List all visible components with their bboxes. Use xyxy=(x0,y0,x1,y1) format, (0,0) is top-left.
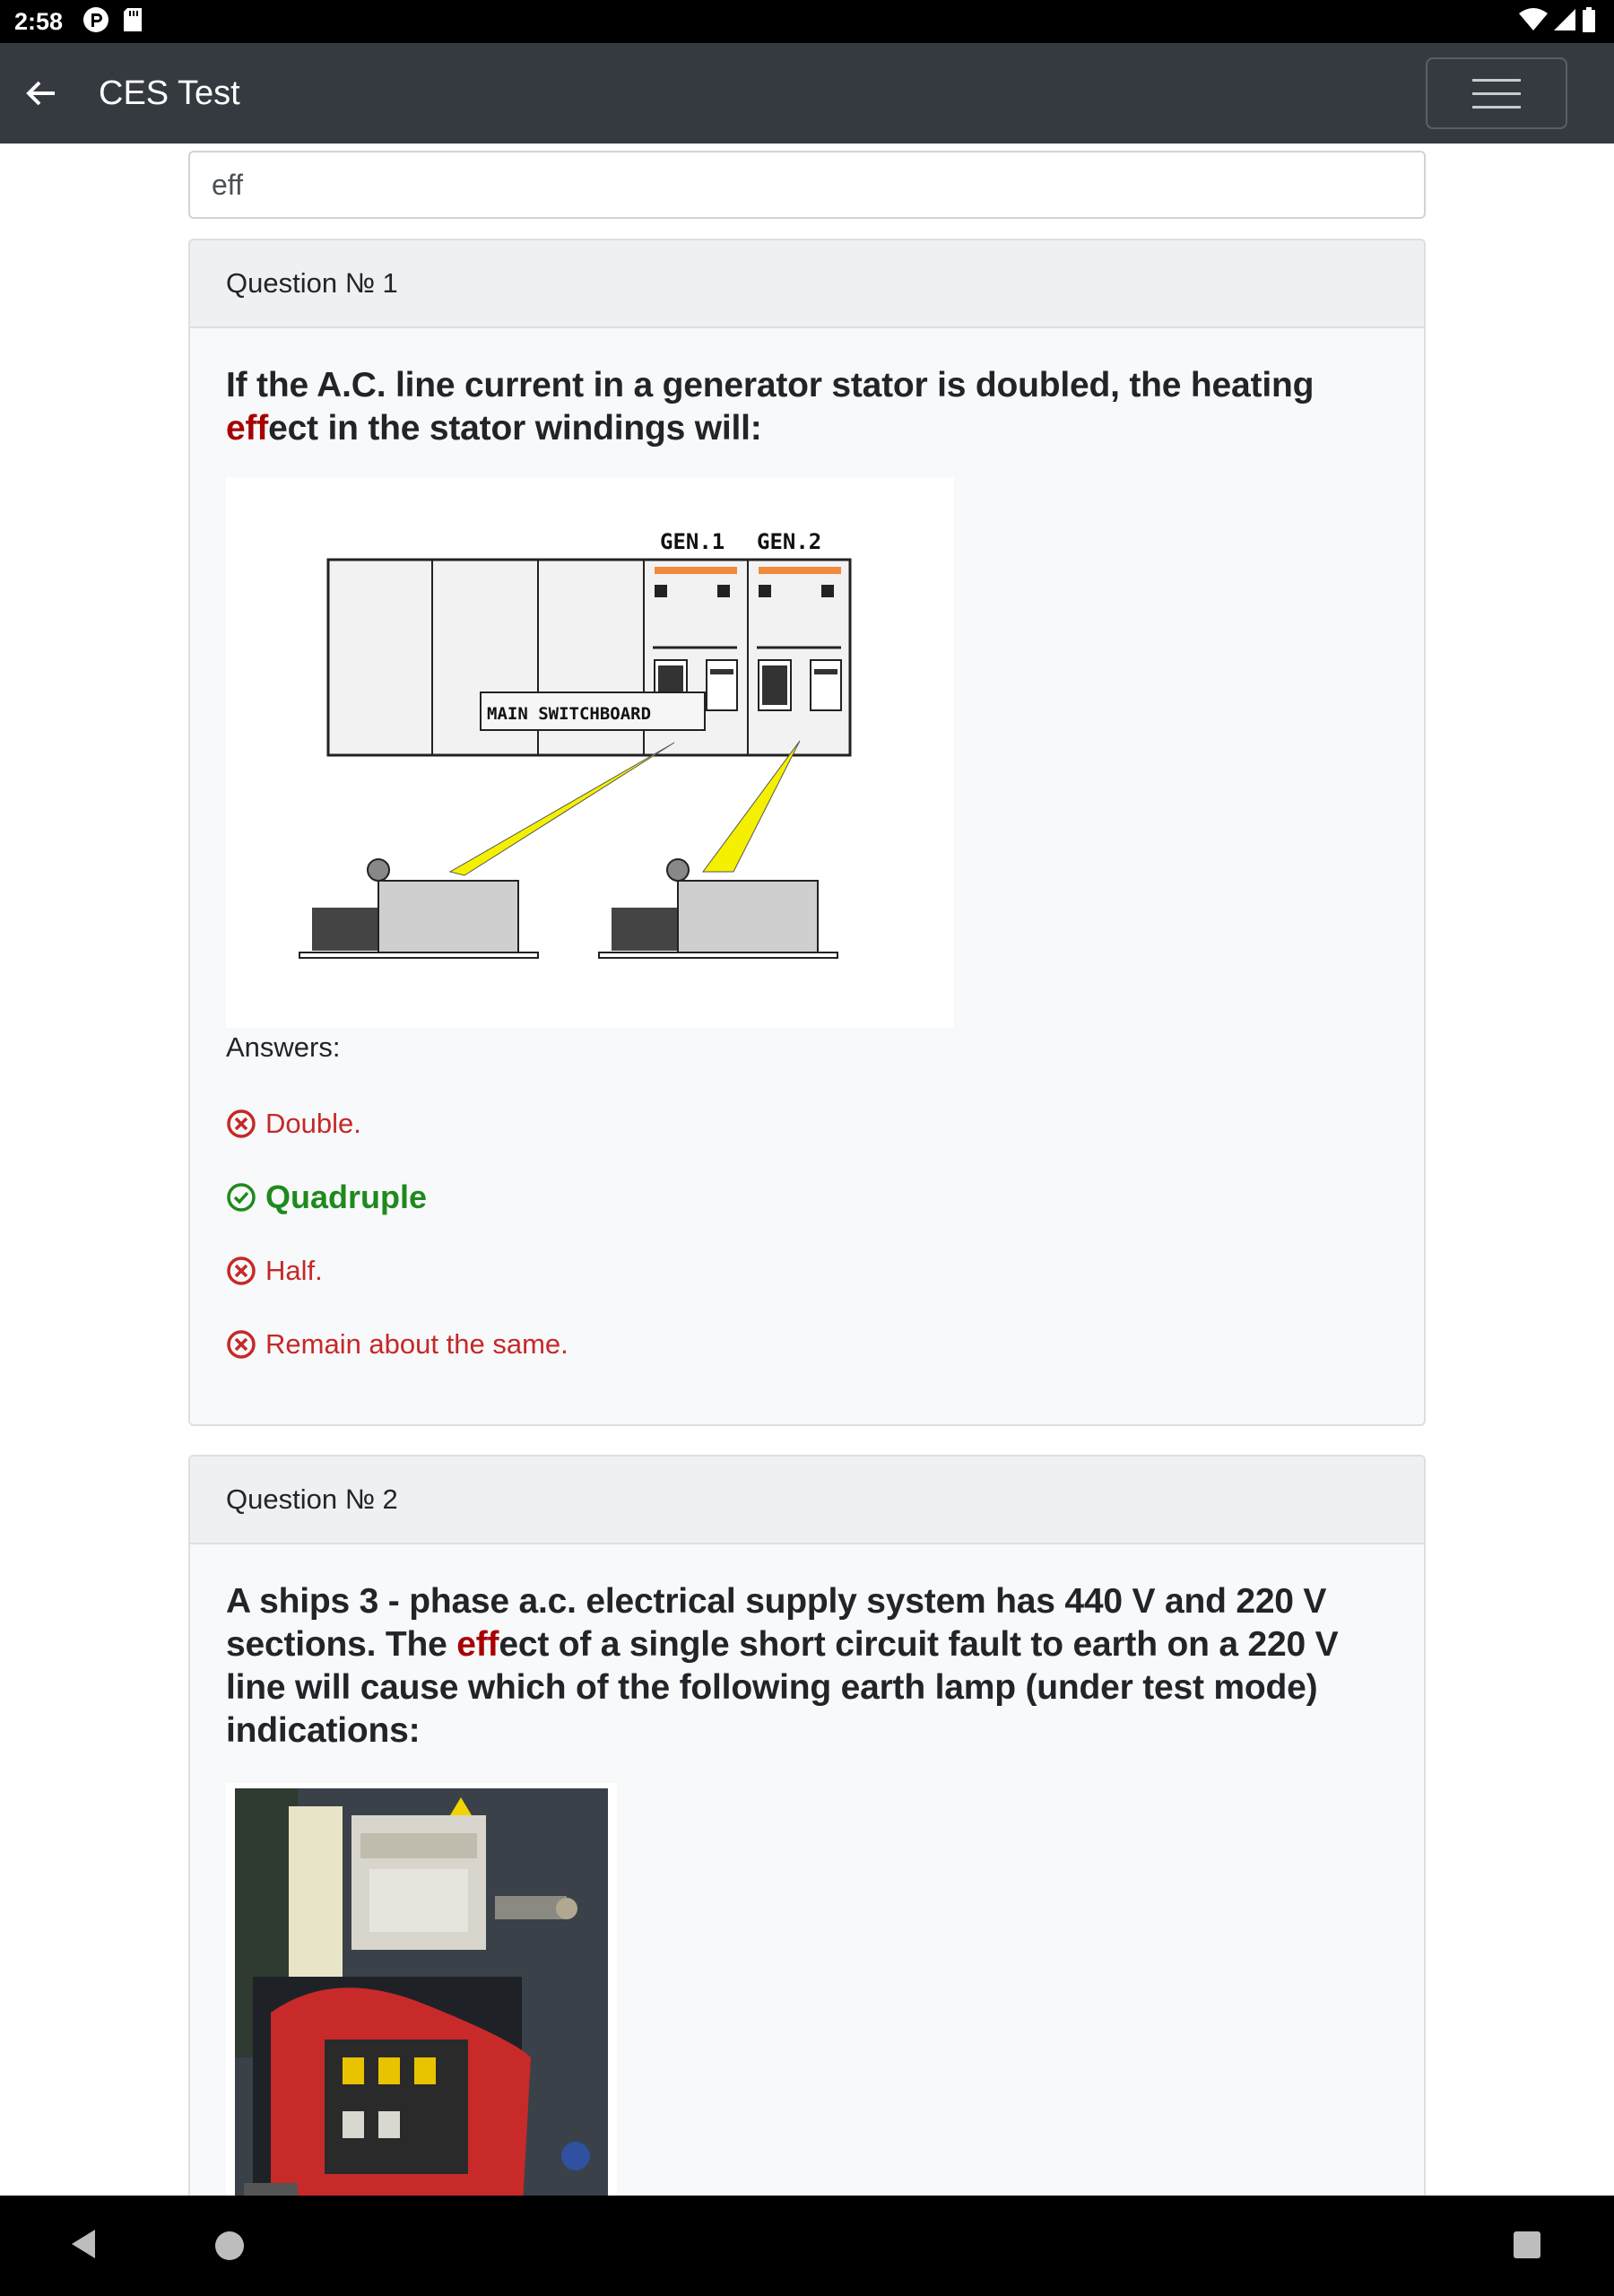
search-highlight: eff xyxy=(456,1625,499,1664)
wifi-icon xyxy=(1519,8,1548,36)
question-figure xyxy=(226,477,954,1028)
answer-option[interactable] xyxy=(226,1308,1388,1381)
menu-button[interactable] xyxy=(1426,57,1567,129)
hamburger-icon-line xyxy=(1472,106,1521,109)
question-text xyxy=(226,1580,1388,1752)
app-title: CES Test xyxy=(99,74,240,112)
cell-signal-icon xyxy=(1553,8,1576,36)
answer-option[interactable] xyxy=(226,1087,1388,1161)
switchboard-label: MAIN SWITCHBOARD xyxy=(487,704,652,724)
answer-option-correct[interactable] xyxy=(226,1161,1388,1234)
question-header: Question № 2 xyxy=(190,1457,1424,1544)
back-button[interactable] xyxy=(0,43,82,144)
nav-recents-button[interactable] xyxy=(1514,2231,1540,2258)
app-bar xyxy=(0,43,1614,144)
triangle-back-icon xyxy=(70,2228,97,2260)
nav-back-button[interactable] xyxy=(70,2228,97,2265)
arrow-left-icon xyxy=(26,80,56,107)
x-circle-icon xyxy=(226,1256,256,1286)
question-header: Question № 1 xyxy=(190,240,1424,328)
question-photo xyxy=(226,1783,617,2244)
question-text-part: ect in the stator windings will: xyxy=(268,409,762,448)
answer-option[interactable] xyxy=(226,1234,1388,1308)
system-nav-bar xyxy=(0,2196,1614,2296)
question-text-part: ect of a single short circuit fault to earth on a 220 V line will cause which of the following earth lamp (under test mode) indications: xyxy=(226,1625,1339,1750)
sd-card-icon xyxy=(122,7,143,37)
answer-text: Quadruple xyxy=(265,1178,428,1215)
gen2-label: GEN.2 xyxy=(757,529,822,554)
check-circle-icon xyxy=(226,1182,256,1213)
question-card xyxy=(188,239,1426,1426)
answer-text: Remain about the same. xyxy=(265,1328,568,1360)
answer-text: Half. xyxy=(265,1255,323,1286)
x-circle-icon xyxy=(226,1329,256,1360)
question-text xyxy=(226,364,1388,450)
hamburger-icon-line xyxy=(1472,79,1521,82)
question-text-part: If the A.C. line current in a generator stator is doubled, the heating xyxy=(226,366,1315,404)
question-card xyxy=(188,1455,1426,2244)
nav-home-button[interactable] xyxy=(215,2231,244,2260)
search-input[interactable] xyxy=(188,151,1426,219)
x-circle-icon xyxy=(226,1109,256,1139)
search-highlight: eff xyxy=(226,409,269,448)
answer-text: Double. xyxy=(265,1108,361,1139)
gen1-label: GEN.1 xyxy=(660,529,725,554)
app-notification-icon xyxy=(82,6,109,38)
status-bar xyxy=(0,0,1614,43)
status-time: 2:58 xyxy=(14,7,64,35)
hamburger-icon-line xyxy=(1472,92,1521,95)
battery-icon xyxy=(1582,7,1596,37)
answers-label: Answers: xyxy=(226,1031,341,1063)
question-text-part: A ships 3 - phase a.c. electrical supply system has 440 V and 220 V sections. The xyxy=(226,1582,1327,1664)
status-indicators xyxy=(1519,0,1596,43)
